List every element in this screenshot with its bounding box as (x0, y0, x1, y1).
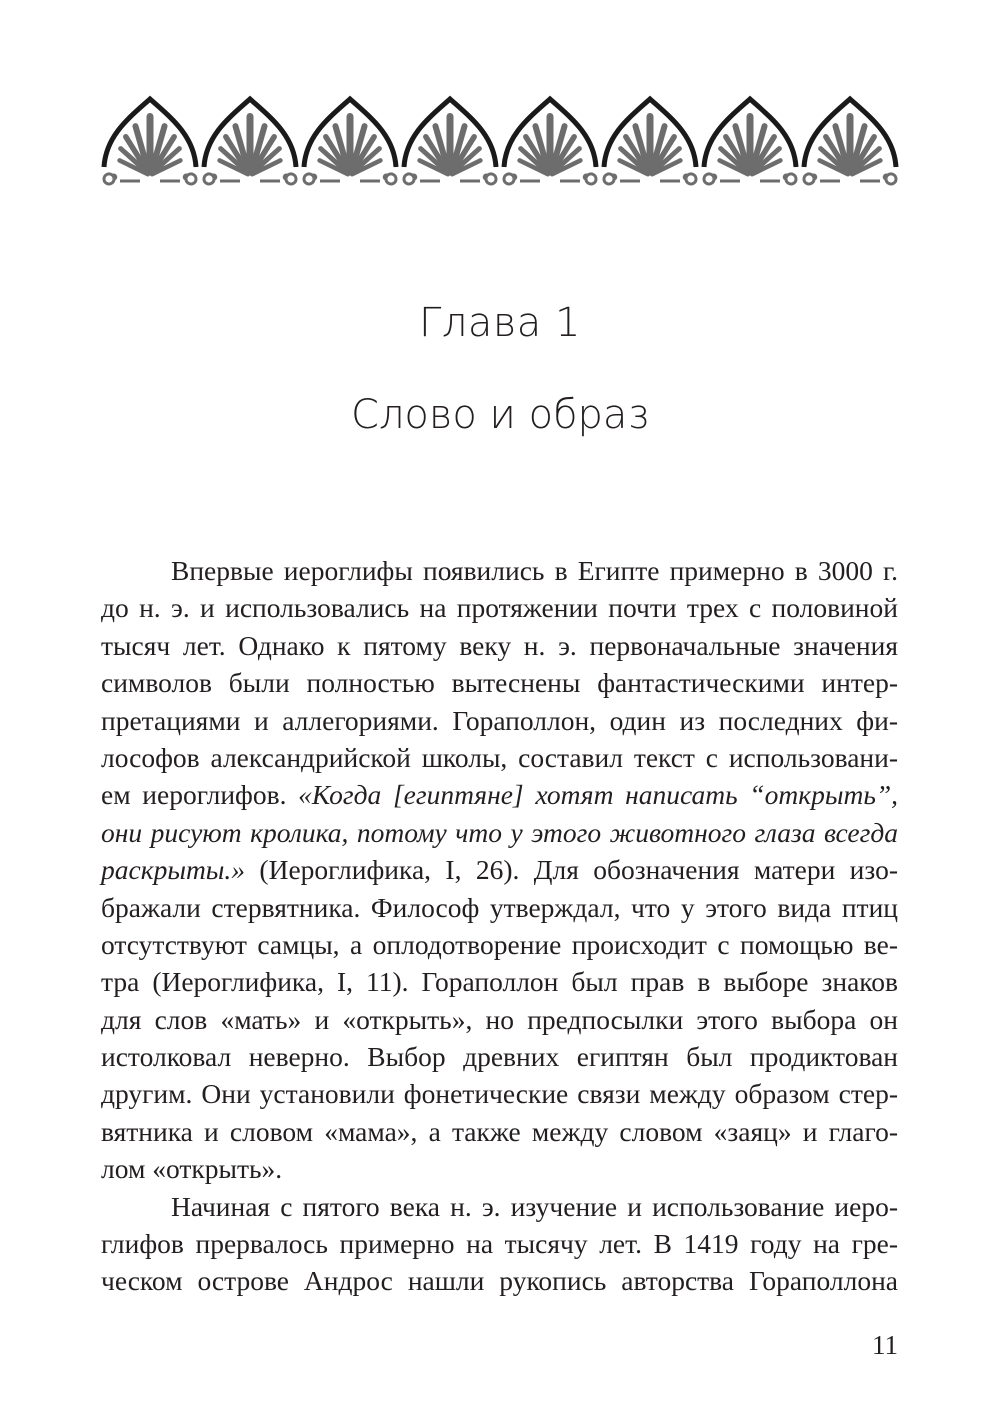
text-segment: символов были полностью вытеснены фантастическими интер- (101, 667, 898, 699)
text-line (101, 776, 898, 813)
text-segment: Впервые иероглифы появились в Египте примерно в 3000 г. (171, 555, 898, 586)
palmette-icon (304, 99, 396, 184)
text-line (101, 702, 898, 739)
palmette-icon (204, 99, 296, 184)
text-segment: другим. Они установили фонетические связи между образом стер- (101, 1078, 898, 1110)
text-segment: бражали стервятника. Философ утверждал, что у этого вида птиц (101, 891, 898, 923)
text-segment: вятника и словом «мама», а также между словом «заяц» и глаго- (101, 1115, 898, 1147)
text-segment: лом «открыть». (101, 1153, 283, 1185)
chapter-title: Слово и образ (350, 392, 650, 438)
text-line (101, 1113, 898, 1150)
text-line (101, 1262, 898, 1299)
text-line (101, 589, 898, 626)
text-segment: отсутствуют самцы, а оплодотворение происходит с помощью ве- (101, 928, 898, 960)
text-line (101, 739, 898, 776)
text-segment: тра (Иероглифика, I, 11). Гораполлон был прав в выборе знаков (101, 966, 898, 998)
text-segment: претациями и аллегориями. Гораполлон, один из последних фи- (101, 704, 898, 736)
text-line (101, 552, 898, 589)
text-line (101, 1150, 898, 1187)
text-line (101, 814, 898, 851)
palmette-icon (604, 99, 696, 184)
text-line (101, 1038, 898, 1075)
palmette-ornament-icon (98, 95, 902, 190)
text-segment: истолковал неверно. Выбор древних египтян был продиктован (101, 1041, 898, 1073)
quote-text: раскрыты.» (101, 854, 246, 886)
text-segment: ем иероглифов. (101, 779, 299, 811)
text-line (101, 1188, 898, 1225)
palmette-icon (104, 99, 196, 184)
text-segment: (Иероглифика, I, 26). Для обозначения матери изо- (245, 854, 898, 886)
palmette-icon (704, 99, 796, 184)
palmette-icon (504, 99, 596, 184)
text-line (101, 926, 898, 963)
chapter-number: Глава 1 (419, 300, 581, 346)
text-segment: тысяч лет. Однако к пятому веку н. э. первоначальные значения (101, 629, 898, 661)
text-segment: глифов прервалось примерно на тысячу лет. В 1419 году на гре- (101, 1228, 898, 1260)
text-line (101, 851, 898, 888)
text-line (101, 1225, 898, 1262)
text-segment: лософов александрийской школы, составил текст с использовани- (101, 741, 898, 773)
text-line (101, 1075, 898, 1112)
palmette-icon (404, 99, 496, 184)
quote-text: они рисуют кролика, потому что у этого животного глаза всегда (101, 816, 898, 848)
text-segment: ческом острове Андрос нашли рукопись авторства Гораполлона (101, 1265, 898, 1297)
text-line (101, 627, 898, 664)
quote-text: «Когда [египтяне] хотят написать “открыть”, (298, 779, 898, 811)
body-text (101, 552, 898, 1300)
text-segment: Начиная с пятого века н. э. изучение и использование иеро- (171, 1190, 898, 1222)
text-line (101, 889, 898, 926)
text-segment: для слов «мать» и «открыть», но предпосылки этого выбора он (101, 1003, 898, 1035)
palmette-icon (804, 99, 896, 184)
page-number: 11 (872, 1330, 898, 1360)
text-line (101, 963, 898, 1000)
text-segment: до н. э. и использовались на протяжении почти трех с половиной (101, 592, 898, 624)
text-line (101, 1001, 898, 1038)
text-line (101, 664, 898, 701)
